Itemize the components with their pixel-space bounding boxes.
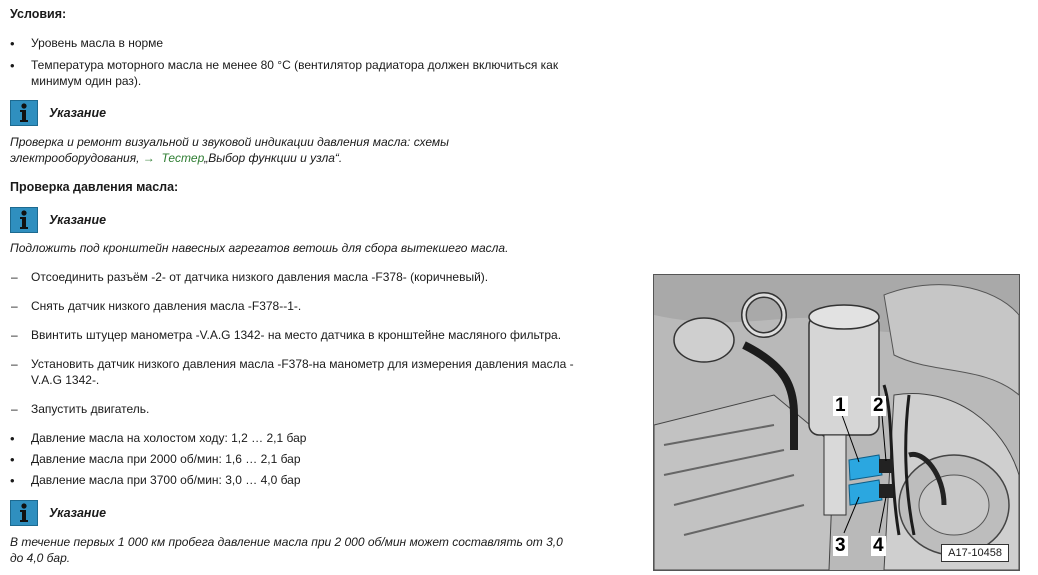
step-marker: – — [11, 402, 18, 416]
note-text-line2: до 4,0 бар. — [10, 551, 71, 565]
note-text: Проверка и ремонт визуальной и звуковой индикации давления масла: схемы — [10, 135, 449, 149]
pressure-item: Давление масла при 3700 об/мин: 3,0 … 4,0 бар — [31, 473, 301, 487]
pressure-item: Давление масла на холостом ходу: 1,2 … 2,1 бар — [31, 431, 307, 445]
note-title: Указание — [49, 106, 107, 120]
conditions-heading: Условия: — [10, 7, 67, 21]
note-title: Указание — [49, 506, 107, 520]
note-text: Подложить под кронштейн навесных агрегатов ветошь для сбора вытекшего масла. — [10, 241, 509, 255]
step-marker: – — [11, 357, 18, 371]
condition-item: Температура моторного масла не менее 80 °C (вентилятор радиатора должен включиться как — [31, 58, 559, 72]
step-item: Ввинтить штуцер манометра -V.A.G 1342- на место датчика в кронштейне масляного фильтра. — [31, 328, 562, 342]
step-item: Снять датчик низкого давления масла -F378--1-. — [31, 299, 302, 313]
step-item-continued: V.A.G 1342-. — [31, 373, 100, 387]
note-title: Указание — [49, 213, 107, 227]
tester-link[interactable]: Тестер — [161, 151, 205, 165]
info-icon — [10, 500, 38, 526]
info-icon — [10, 100, 38, 126]
callout-4: 4 — [873, 535, 884, 556]
info-icon — [10, 207, 38, 233]
bullet-marker: • — [10, 58, 15, 73]
note-text-line2 — [10, 151, 342, 167]
section-heading: Проверка давления масла: — [10, 180, 179, 194]
step-item: Запустить двигатель. — [31, 402, 150, 416]
callout-3: 3 — [835, 535, 846, 556]
callout-2: 2 — [873, 395, 884, 416]
step-item: Отсоединить разъём -2- от датчика низкого давления масла -F378- (коричневый). — [31, 270, 489, 284]
engine-illustration — [653, 274, 1020, 571]
bullet-marker: • — [10, 431, 15, 446]
condition-item: Уровень масла в норме — [31, 36, 164, 50]
callout-1: 1 — [835, 395, 846, 416]
pressure-item: Давление масла при 2000 об/мин: 1,6 … 2,1 бар — [31, 452, 301, 466]
step-marker: – — [11, 328, 18, 342]
condition-item-continued: минимум один раз). — [31, 74, 142, 88]
step-item: Установить датчик низкого давления масла -F378-на манометр для измерения давления масла - — [31, 357, 574, 371]
note-text: В течение первых 1 000 км пробега давление масла при 2 000 об/мин может составлять от 3,0 — [10, 535, 563, 549]
bullet-marker: • — [10, 473, 15, 488]
step-marker: – — [11, 299, 18, 313]
bullet-marker: • — [10, 452, 15, 467]
step-marker: – — [11, 270, 18, 284]
note-text: электрооборудования, — [10, 151, 143, 165]
arrow-icon: → — [142, 151, 155, 165]
engine-drawing — [654, 275, 1019, 570]
figure-id-label: A17-10458 — [941, 544, 1009, 562]
note-text-suffix: „Выбор функции и узла“. — [204, 151, 343, 165]
bullet-marker: • — [10, 36, 15, 51]
